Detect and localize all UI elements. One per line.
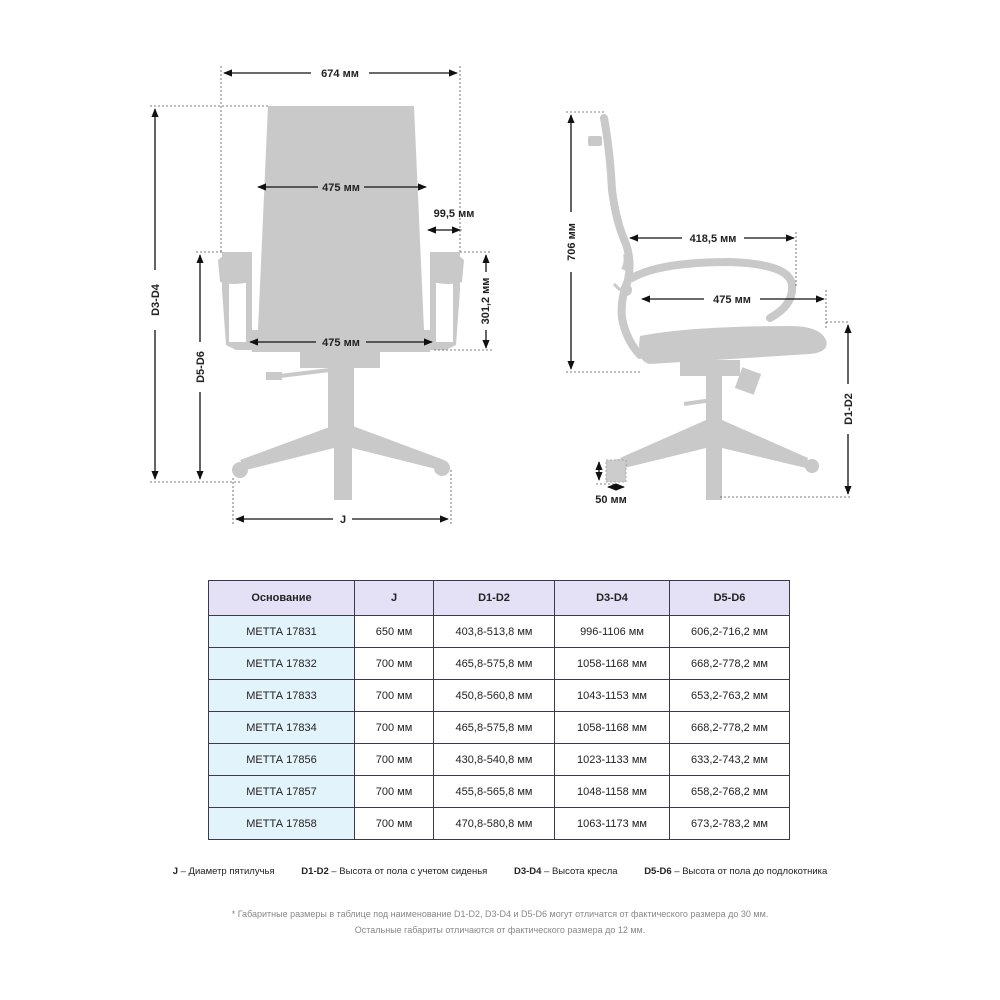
legend <box>0 866 1000 877</box>
legend-item-d5-d6: D5-D6 – Высота от пола до подлокотника <box>644 866 828 877</box>
table-cell-model: МЕТТА 17831 <box>209 616 355 648</box>
footnote-line-1: * Габаритные размеры в таблице под наименование D1-D2, D3-D4 и D5-D6 могут отличатся от фактического размера до 30 мм. <box>231 909 769 919</box>
spec-table <box>208 580 790 840</box>
front-view-chair <box>218 106 464 500</box>
table-cell: 1043-1153 мм <box>555 680 670 712</box>
table-cell-model: МЕТТА 17857 <box>209 776 355 808</box>
table-cell-model: МЕТТА 17834 <box>209 712 355 744</box>
table-header-d1-d2: D1-D2 <box>434 581 555 616</box>
table-cell-model: МЕТТА 17856 <box>209 744 355 776</box>
dim-side-height: 706 мм <box>566 223 578 261</box>
table-cell: 700 мм <box>355 776 434 808</box>
table-cell: 450,8-560,8 мм <box>434 680 555 712</box>
dim-base-diameter: J <box>339 514 347 526</box>
table-cell: 465,8-575,8 мм <box>434 648 555 680</box>
table-header-row <box>209 581 790 616</box>
table-cell: 1058-1168 мм <box>555 712 670 744</box>
table-header-d3-d4: D3-D4 <box>555 581 670 616</box>
table-cell: 1058-1168 мм <box>555 648 670 680</box>
table-cell: 658,2-768,2 мм <box>670 776 790 808</box>
table-cell: 633,2-743,2 мм <box>670 744 790 776</box>
table-cell: 1048-1158 мм <box>555 776 670 808</box>
dim-seat-width: 475 мм <box>322 337 360 349</box>
table-cell: 700 мм <box>355 648 434 680</box>
dim-armrest-gap: 99,5 мм <box>433 208 475 220</box>
table-cell-model: МЕТТА 17832 <box>209 648 355 680</box>
table-header-d5-d6: D5-D6 <box>670 581 790 616</box>
footnote-line-2: Остальные габариты отличаются от фактического размера до 12 мм. <box>354 925 646 935</box>
dim-seat-floor-height: D1-D2 <box>843 393 855 425</box>
dim-seat-depth-top: 418,5 мм <box>689 233 737 245</box>
table-cell: 403,8-513,8 мм <box>434 616 555 648</box>
table-cell: 465,8-575,8 мм <box>434 712 555 744</box>
dim-armrest-floor-height: D5-D6 <box>195 351 207 383</box>
table-cell: 430,8-540,8 мм <box>434 744 555 776</box>
footnote <box>0 906 1000 938</box>
table-cell: 1023-1133 мм <box>555 744 670 776</box>
table-cell: 455,8-565,8 мм <box>434 776 555 808</box>
table-header-j: J <box>355 581 434 616</box>
table-cell: 996-1106 мм <box>555 616 670 648</box>
table-cell: 668,2-778,2 мм <box>670 648 790 680</box>
table-row <box>209 712 790 744</box>
table-cell: 700 мм <box>355 680 434 712</box>
table-cell: 700 мм <box>355 712 434 744</box>
legend-item-d3-d4: D3-D4 – Высота кресла <box>513 866 618 877</box>
table-row <box>209 616 790 648</box>
table-row <box>209 648 790 680</box>
dim-total-height: D3-D4 <box>150 284 162 316</box>
side-view-chair <box>588 118 827 500</box>
dim-front-width: 674 мм <box>321 68 359 80</box>
dim-backrest-width: 475 мм <box>322 182 360 194</box>
table-cell: 650 мм <box>355 616 434 648</box>
table-row <box>209 744 790 776</box>
legend-item-j: J – Диаметр пятилучья <box>172 866 275 877</box>
table-cell: 1063-1173 мм <box>555 808 670 840</box>
table-cell: 673,2-783,2 мм <box>670 808 790 840</box>
table-header-base: Основание <box>209 581 355 616</box>
table-cell: 653,2-763,2 мм <box>670 680 790 712</box>
table-cell: 668,2-778,2 мм <box>670 712 790 744</box>
dim-armrest-height: 301,2 мм <box>480 277 492 325</box>
dim-seat-depth: 475 мм <box>713 294 751 306</box>
table-cell: 606,2-716,2 мм <box>670 616 790 648</box>
legend-item-d1-d2: D1-D2 – Высота от пола с учетом сиденья <box>301 866 488 877</box>
table-cell-model: МЕТТА 17858 <box>209 808 355 840</box>
dim-caster: 50 мм <box>595 494 627 506</box>
table-cell: 470,8-580,8 мм <box>434 808 555 840</box>
table-cell: 700 мм <box>355 808 434 840</box>
table-row <box>209 808 790 840</box>
table-cell: 700 мм <box>355 744 434 776</box>
table-cell-model: МЕТТА 17833 <box>209 680 355 712</box>
table-row <box>209 680 790 712</box>
table-row <box>209 776 790 808</box>
